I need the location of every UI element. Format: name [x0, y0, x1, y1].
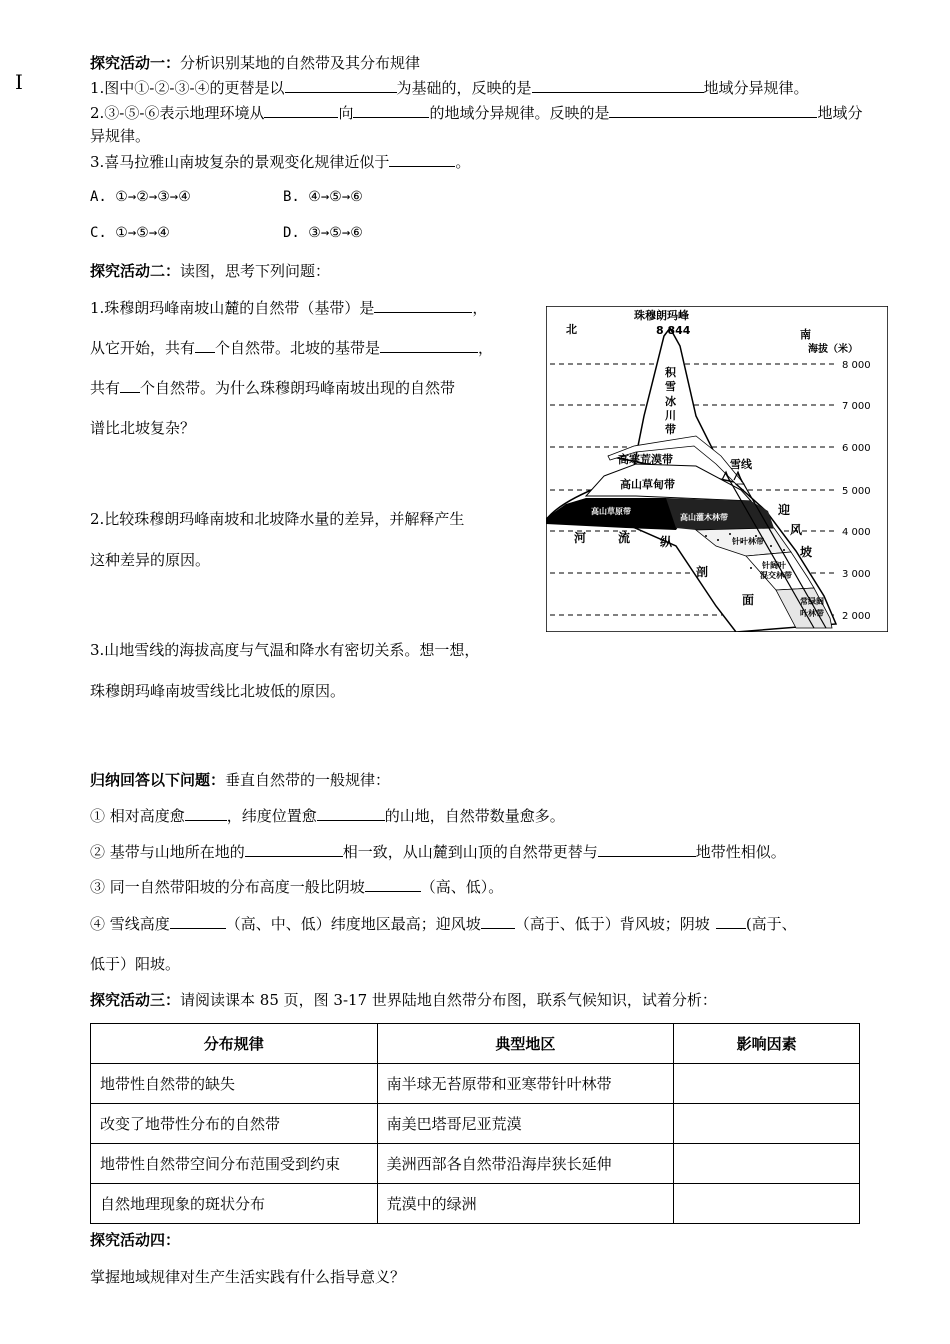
a2-q1-comma: ，	[472, 299, 488, 317]
table-row	[91, 1184, 860, 1224]
activity1-q2	[90, 102, 863, 123]
a2-q1-text-1: 1.珠穆朗玛峰南坡山麓的自然带（基带）是	[90, 299, 375, 317]
s4-text-c: （高于、低于）背风坡；阴坡	[514, 915, 710, 933]
activity2-q1-line3	[90, 377, 455, 398]
table-cell: 地带性自然带的缺失	[91, 1064, 378, 1104]
activity1-title	[90, 53, 420, 73]
activity1-heading-rest: 分析识别某地的自然带及其分布规律	[180, 54, 421, 72]
activity1-heading: 探究活动一：	[90, 54, 181, 72]
s2-text-a: ② 基带与山地所在地的	[90, 843, 245, 861]
profile-char: 面	[742, 593, 755, 607]
alpine-meadow-label: 高山草甸带	[620, 478, 675, 491]
q3-blank[interactable]	[389, 151, 455, 167]
q3-text: 3.喜马拉雅山南坡复杂的景观变化规律近似于	[90, 153, 390, 171]
conifer-label: 针叶林带	[732, 537, 764, 546]
activity2-q3-line2: 珠穆朗玛峰南坡雪线比北坡低的原因。	[90, 682, 346, 700]
activity2-q2-line2: 这种差异的原因。	[90, 551, 211, 569]
tick-label: 7 000	[842, 401, 871, 412]
a2-q1-text-2a: 从它开始，共有	[90, 339, 196, 357]
q2-text-c: 的地域分异规律。反映的是	[429, 104, 610, 122]
s3-text-a: ③ 同一自然带阳坡的分布高度一般比阴坡	[90, 878, 365, 896]
s1-blank-2[interactable]	[317, 805, 385, 821]
s4-text-b: （高、中、低）纬度地区最高；迎风坡	[225, 915, 481, 933]
answer-cell[interactable]	[674, 1104, 860, 1144]
activity1-q1	[90, 77, 809, 98]
tick-label: 4 000	[842, 527, 871, 538]
table-cell: 地带性自然带空间分布范围受到约束	[91, 1144, 378, 1184]
s2-blank-2[interactable]	[598, 841, 696, 857]
south-label: 南	[800, 328, 811, 341]
a2-q1-comma-2: ，	[478, 339, 494, 357]
table-row	[91, 1064, 860, 1104]
q1-text-a: 1.图中①-②-③-④的更替是以	[90, 79, 285, 97]
activity3-heading: 探究活动三：	[90, 991, 181, 1009]
option-d[interactable]: D. ③→⑤→⑥	[283, 225, 363, 241]
q1-blank-2[interactable]	[532, 77, 704, 93]
mixed-label-2: 混交林带	[760, 571, 792, 580]
answer-cell[interactable]	[674, 1144, 860, 1184]
s1-text-a: ① 相对高度愈	[90, 807, 185, 825]
windward-char: 坡	[800, 545, 813, 559]
summary-line2	[90, 841, 786, 862]
q2-text-b: 向	[338, 104, 354, 122]
activity3-title	[90, 990, 717, 1010]
q3-end: 。	[455, 153, 471, 171]
activity2-title	[90, 261, 330, 281]
activity2-heading-rest: 读图，思考下列问题：	[180, 262, 331, 280]
valley-char: 纵	[660, 535, 673, 549]
windward-char: 迎	[778, 503, 791, 517]
everest-vertical-zones-figure	[546, 306, 888, 632]
table-cell: 美洲西部各自然带沿海岸狭长延伸	[377, 1144, 674, 1184]
q1-text-c: 地域分异规律。	[703, 79, 809, 97]
summary-line3	[90, 876, 503, 897]
table-header: 影响因素	[674, 1024, 860, 1064]
summary-title	[90, 770, 390, 790]
evergreen-label-2: 叶林带	[800, 609, 824, 618]
valley-char: 河	[574, 531, 587, 545]
s4-text-d: (高于、	[745, 915, 797, 933]
answer-cell[interactable]	[674, 1184, 860, 1224]
activity2-q1-line2	[90, 337, 493, 358]
snow-belt-char: 雪	[665, 380, 676, 393]
tick-label: 8 000	[842, 360, 871, 371]
a2-q1-text-3b: 个自然带。为什么珠穆朗玛峰南坡出现的自然带	[140, 379, 456, 397]
option-b[interactable]: B. ④→⑤→⑥	[283, 189, 363, 205]
alpine-shrub-label: 高山灌木林带	[680, 513, 728, 522]
q2-blank-3[interactable]	[609, 102, 817, 118]
a2-q1-blank-3[interactable]	[380, 337, 478, 353]
snow-line-label: 雪线	[730, 458, 752, 471]
q1-blank-1[interactable]	[285, 77, 397, 93]
snow-belt-char: 冰	[665, 395, 676, 408]
option-a[interactable]: A. ①→②→③→④	[90, 189, 191, 205]
tick-label: 2 000	[842, 611, 871, 622]
q2-text-a: 2.③-⑤-⑥表示地理环境从	[90, 104, 265, 122]
table-cell: 南半球无苔原带和亚寒带针叶林带	[377, 1064, 674, 1104]
activity2-q2-line1: 2.比较珠穆朗玛峰南坡和北坡降水量的差异，并解释产生	[90, 510, 465, 528]
activity1-q3	[90, 151, 470, 172]
a2-q1-blank-2[interactable]	[195, 337, 215, 353]
altitude-label: 海拔（米）	[808, 344, 858, 355]
q2-blank-1[interactable]	[264, 102, 338, 118]
snow-belt-label	[665, 365, 677, 436]
peak-name: 珠穆朗玛峰	[634, 309, 689, 322]
s4-blank-3[interactable]	[716, 913, 746, 929]
tick-label: 3 000	[842, 569, 871, 580]
snow-belt-char: 川	[665, 409, 676, 422]
s2-text-c: 地带性相似。	[695, 843, 786, 861]
activity2-q3-line1: 3.山地雪线的海拔高度与气温和降水有密切关系。想一想，	[90, 641, 480, 659]
activity4-question: 掌握地域规律对生产生活实践有什么指导意义？	[90, 1268, 406, 1286]
table-row	[91, 1144, 860, 1184]
s1-text-b: ，纬度位置愈	[226, 807, 317, 825]
answer-cell[interactable]	[674, 1064, 860, 1104]
activity1-q2-cont: 异规律。	[90, 127, 151, 145]
valley-char: 流	[618, 531, 631, 545]
s4-blank-2[interactable]	[481, 913, 515, 929]
table-cell: 自然地理现象的斑状分布	[91, 1184, 378, 1224]
activity3-heading-rest: 请阅读课本 85 页，图 3-17 世界陆地自然带分布图，联系气候知识，试着分析：	[180, 991, 717, 1009]
s1-text-c: 的山地，自然带数量愈多。	[384, 807, 565, 825]
summary-heading: 归纳回答以下问题：	[90, 771, 226, 789]
table-cell: 改变了地带性分布的自然带	[91, 1104, 378, 1144]
summary-line1	[90, 805, 565, 826]
s4-blank-1[interactable]	[170, 913, 226, 929]
summary-line4	[90, 913, 797, 934]
summary-heading-rest: 垂直自然带的一般规律：	[225, 771, 391, 789]
s2-blank-1[interactable]	[245, 841, 343, 857]
activity2-q1-line1	[90, 297, 487, 318]
a2-q1-text-2b: 个自然带。北坡的基带是	[215, 339, 381, 357]
s1-blank-1[interactable]	[185, 805, 227, 821]
a2-q1-blank-1[interactable]	[374, 297, 472, 313]
q2-text-d: 地域分	[817, 104, 863, 122]
table-cell: 荒漠中的绿洲	[377, 1184, 674, 1224]
cold-desert-label: 高寒荒漠带	[618, 453, 673, 466]
table-header: 分布规律	[91, 1024, 378, 1064]
option-c[interactable]: C. ①→⑤→④	[90, 225, 170, 241]
mixed-label-1: 针阔叶	[762, 561, 786, 570]
s4-text-a: ④ 雪线高度	[90, 915, 170, 933]
table-header: 典型地区	[377, 1024, 674, 1064]
alpine-steppe-label: 高山草原带	[591, 507, 631, 516]
profile-char: 剖	[696, 565, 709, 579]
table-header-row	[91, 1024, 860, 1064]
snow-belt-char: 带	[665, 423, 676, 436]
summary-line4-cont: 低于）阳坡。	[90, 955, 181, 973]
evergreen-label-1: 常绿阔	[800, 597, 824, 606]
activity2-q1-line4: 谱比北坡复杂？	[90, 419, 196, 437]
distribution-table	[90, 1023, 860, 1224]
peak-height: 8 844	[656, 324, 691, 337]
tick-label: 5 000	[842, 486, 871, 497]
snow-belt-char: 积	[665, 366, 676, 379]
margin-mark: I	[15, 70, 23, 94]
tick-label: 6 000	[842, 443, 871, 454]
activity2-heading: 探究活动二：	[90, 262, 181, 280]
s3-blank[interactable]	[365, 876, 421, 892]
activity4-heading: 探究活动四：	[90, 1231, 181, 1249]
q2-blank-2[interactable]	[353, 102, 429, 118]
s3-text-b: （高、低）。	[420, 878, 504, 896]
table-cell: 南美巴塔哥尼亚荒漠	[377, 1104, 674, 1144]
a2-q1-text-3a: 共有	[90, 379, 121, 397]
windward-char: 风	[790, 523, 803, 537]
s2-text-b: 相一致，从山麓到山顶的自然带更替与	[342, 843, 598, 861]
north-label: 北	[566, 323, 577, 336]
a2-q1-blank-4[interactable]	[120, 377, 140, 393]
table-row	[91, 1104, 860, 1144]
q1-text-b: 为基础的，反映的是	[396, 79, 532, 97]
